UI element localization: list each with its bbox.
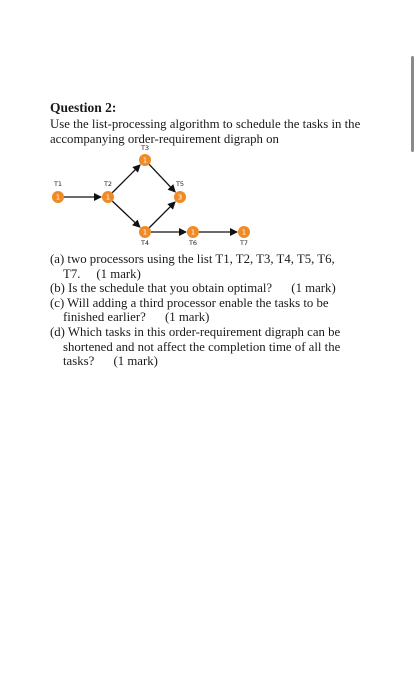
part-a-line: T7. (1 mark) [63,266,141,281]
digraph-edges [64,164,237,232]
part-c [50,296,370,325]
prompt-line: Use the list-processing algorithm to schedule the tasks in the [50,117,361,131]
node-label-t5: T5 [175,180,185,188]
node-weight-t4: 1 [142,228,148,237]
node-weight-t6: 1 [190,228,196,237]
edge-t3-t5 [149,164,175,192]
question-title: Question 2: [50,100,117,115]
node-label-t2: T2 [103,180,113,188]
order-requirement-digraph [0,0,420,260]
part-d [50,325,370,369]
node-label-t4: T4 [140,239,150,247]
part-d-line: shortened and not affect the completion time of all the [63,339,341,354]
node-weight-t2: 1 [105,193,111,202]
part-c-line: (c) Will adding a third processor enable the tasks to be [50,295,329,310]
edge-t4-t5 [149,202,175,228]
part-d-line: tasks? (1 mark) [63,354,158,369]
node-weight-t1: 1 [55,193,61,202]
node-label-t7: T7 [239,239,249,247]
edge-t2-t4 [112,201,140,227]
node-label-t3: T3 [140,144,150,152]
node-weight-t3: 1 [142,156,148,165]
edge-t2-t3 [112,165,140,193]
part-c-line: finished earlier? (1 mark) [63,310,210,325]
part-a [50,252,370,281]
question-parts [50,252,370,369]
node-weight-t7: 1 [241,228,247,237]
part-a-line: (a) two processors using the list T1, T2, T3, T4, T5, T6, [50,252,335,266]
part-d-line: (d) Which tasks in this order-requirement digraph can be [50,324,341,339]
node-label-t6: T6 [188,239,198,247]
prompt-line: accompanying order-requirement digraph on [50,132,279,146]
node-weight-t5: 3 [177,193,183,202]
part-b [50,281,370,296]
node-label-t1: T1 [53,180,63,188]
part-b-line: (b) Is the schedule that you obtain optimal? (1 mark) [50,281,336,296]
